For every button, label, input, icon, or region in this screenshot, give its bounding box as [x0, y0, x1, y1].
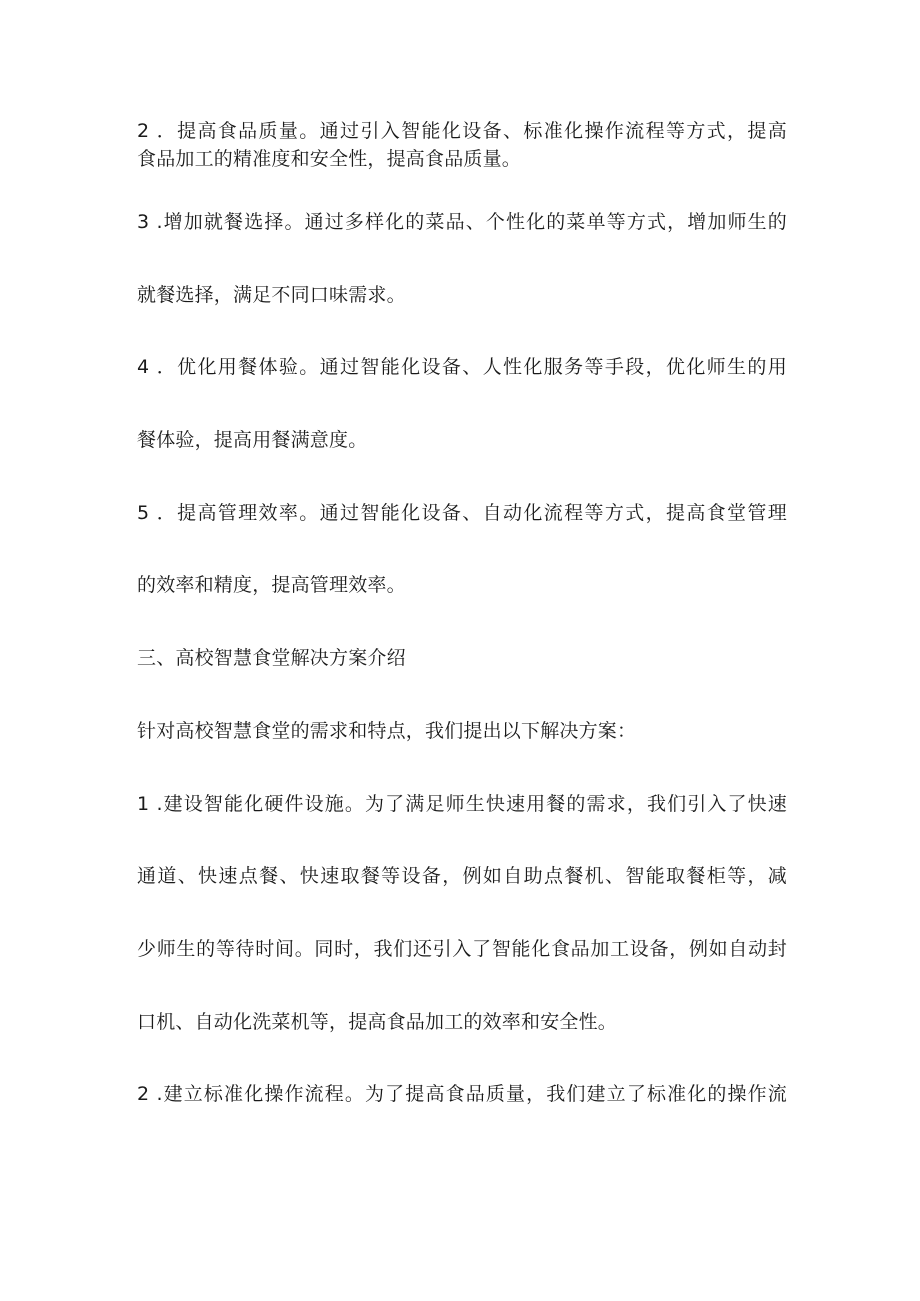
text-line: 餐体验，提高用餐满意度。 — [137, 429, 368, 451]
text-line: 的效率和精度，提高管理效率。 — [137, 574, 406, 596]
text-line: 口机、自动化洗菜机等，提高食品加工的效率和安全性。 — [137, 1011, 618, 1033]
text-line: 针对高校智慧食堂的需求和特点，我们提出以下解决方案： — [137, 720, 637, 742]
text-line: 通道、快速点餐、快速取餐等设备，例如自助点餐机、智能取餐柜等，减 — [137, 865, 787, 887]
text-line: 3 .增加就餐选择。通过多样化的菜品、个性化的菜单等方式，增加师生的 — [137, 211, 787, 233]
text-line: 4 ．优化用餐体验。通过智能化设备、人性化服务等手段，优化师生的用 — [137, 356, 787, 378]
text-line: 少师生的等待时间。同时，我们还引入了智能化食品加工设备，例如自动封 — [137, 938, 787, 960]
text-line: 2 ．提高食品质量。通过引入智能化设备、标准化操作流程等方式，提高 — [137, 120, 787, 142]
text-line: 5 ．提高管理效率。通过智能化设备、自动化流程等方式，提高食堂管理 — [137, 502, 787, 524]
text-line: 食品加工的精准度和安全性，提高食品质量。 — [137, 148, 522, 170]
text-line: 就餐选择，满足不同口味需求。 — [137, 284, 406, 306]
section-heading: 三、高校智慧食堂解决方案介绍 — [137, 647, 406, 669]
text-line: 1 .建设智能化硬件设施。为了满足师生快速用餐的需求，我们引入了快速 — [137, 793, 787, 815]
text-line: 2 .建立标准化操作流程。为了提高食品质量，我们建立了标准化的操作流 — [137, 1083, 787, 1105]
